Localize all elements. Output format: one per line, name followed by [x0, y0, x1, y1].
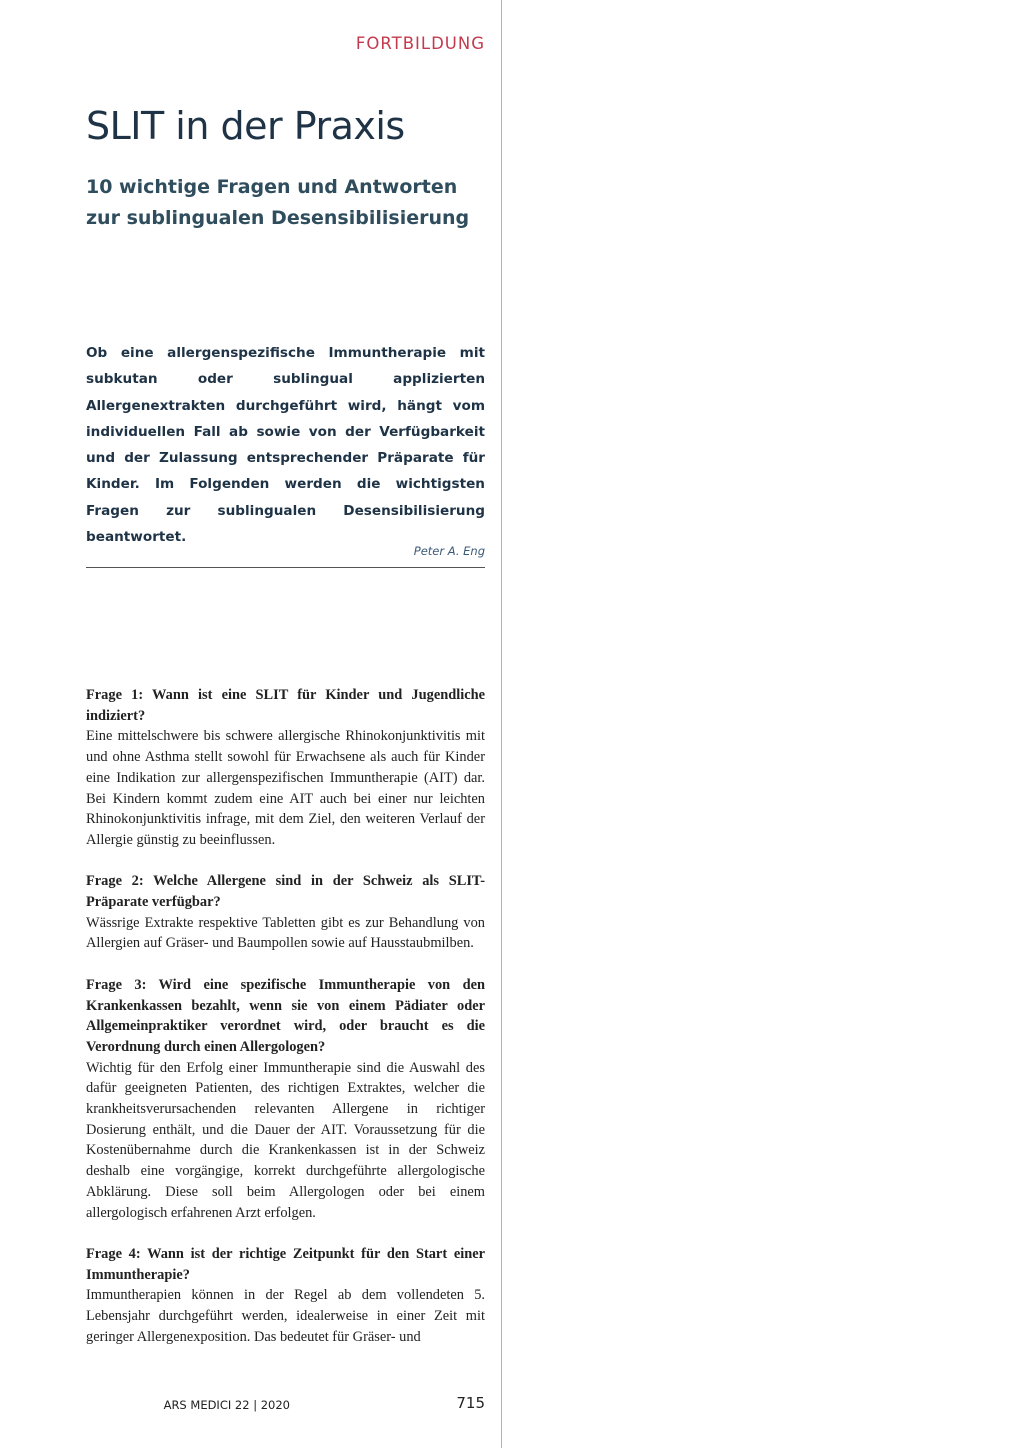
answer-paragraph: Eine mittelschwere bis schwere allergische Rhinokonjunktivitis mit und ohne Asthma stellt sowohl für Erwachsene als auch für Kinder eine Indikation zur allergenspezifischen Immuntherapie (AIT) dar. Bei Kindern kommt zudem eine AIT auch bei einer nur leichten Rhinokonjunktivitis infrage, mit dem Ziel, den weiteren Verlauf der Allergie günstig zu beeinflussen. [86, 728, 485, 848]
author-rule [86, 567, 485, 568]
section-label: FORTBILDUNG [355, 34, 485, 53]
answer-paragraph: Wichtig für den Erfolg einer Immuntherapie sind die Auswahl des dafür geeigneten Patienten, des richtigen Extraktes, welcher die krankheitsverursachenden relevanten Allergene in richtiger Dosierung enthält, und die Dauer der AIT. Voraussetzung für die Kostenübernahme durch die Krankenkassen ist in der Schweiz deshalb eine vorgängige, korrekt durchgeführte allergologische Abklärung. Diese soll beim Allergologen oder bei einem allergologisch erfahrenen Arzt erfolgen. [86, 1059, 485, 1221]
answer-paragraph: Wässrige Extrakte respektive Tabletten gibt es zur Behandlung von Allergien auf Gräser- und Baumpollen sowie auf Hausstaubmilben. [86, 914, 485, 952]
article-title: SLIT in der Praxis [86, 104, 405, 148]
qa-item [86, 871, 485, 954]
article-subtitle [86, 172, 496, 234]
column-divider [501, 0, 502, 1448]
question-heading: Frage 2: Welche Allergene sind in der Schweiz als SLIT-Präparate verfügbar? [86, 873, 485, 911]
article-body [86, 685, 485, 1368]
subtitle-line: zur sublingualen Desensibilisierung [86, 207, 470, 229]
question-heading: Frage 3: Wird eine spezifische Immuntherapie von den Krankenkassen bezahlt, wenn sie von einem Pädiater oder Allgemeinpraktiker verordnet wird, oder braucht es die Verordnung durch einen Allergologen? [86, 976, 485, 1055]
question-heading: Frage 4: Wann ist der richtige Zeitpunkt für den Start einer Immuntherapie? [86, 1245, 485, 1283]
article-lead: Ob eine allergenspezifische Immuntherapie mit subkutan oder sublingual applizierten Allergenextrakten durchgeführt wird, hängt vom individuellen Fall ab sowie von der Verfügbarkeit und der Zulassung entsprechender Präparate für Kinder. Im Folgenden werden die wichtigsten Fragen zur sublingualen Desensibilisierung beantwortet. [86, 345, 485, 546]
subtitle-line: 10 wichtige Fragen und Antworten [86, 176, 458, 198]
journal-issue: ARS MEDICI 22 | 2020 [163, 1398, 290, 1412]
qa-item [86, 975, 485, 1223]
qa-item [86, 685, 485, 851]
author-name: Peter A. Eng [413, 544, 485, 558]
question-heading: Frage 1: Wann ist eine SLIT für Kinder und Jugendliche indiziert? [86, 687, 485, 724]
answer-paragraph: Immuntherapien können in der Regel ab dem vollendeten 5. Lebensjahr durchgeführt werden, idealerweise in einer Zeit mit geringer Allergenexposition. Das bedeutet für Gräser- und [86, 1287, 485, 1345]
qa-item [86, 1244, 485, 1348]
page-number: 715 [456, 1394, 485, 1412]
